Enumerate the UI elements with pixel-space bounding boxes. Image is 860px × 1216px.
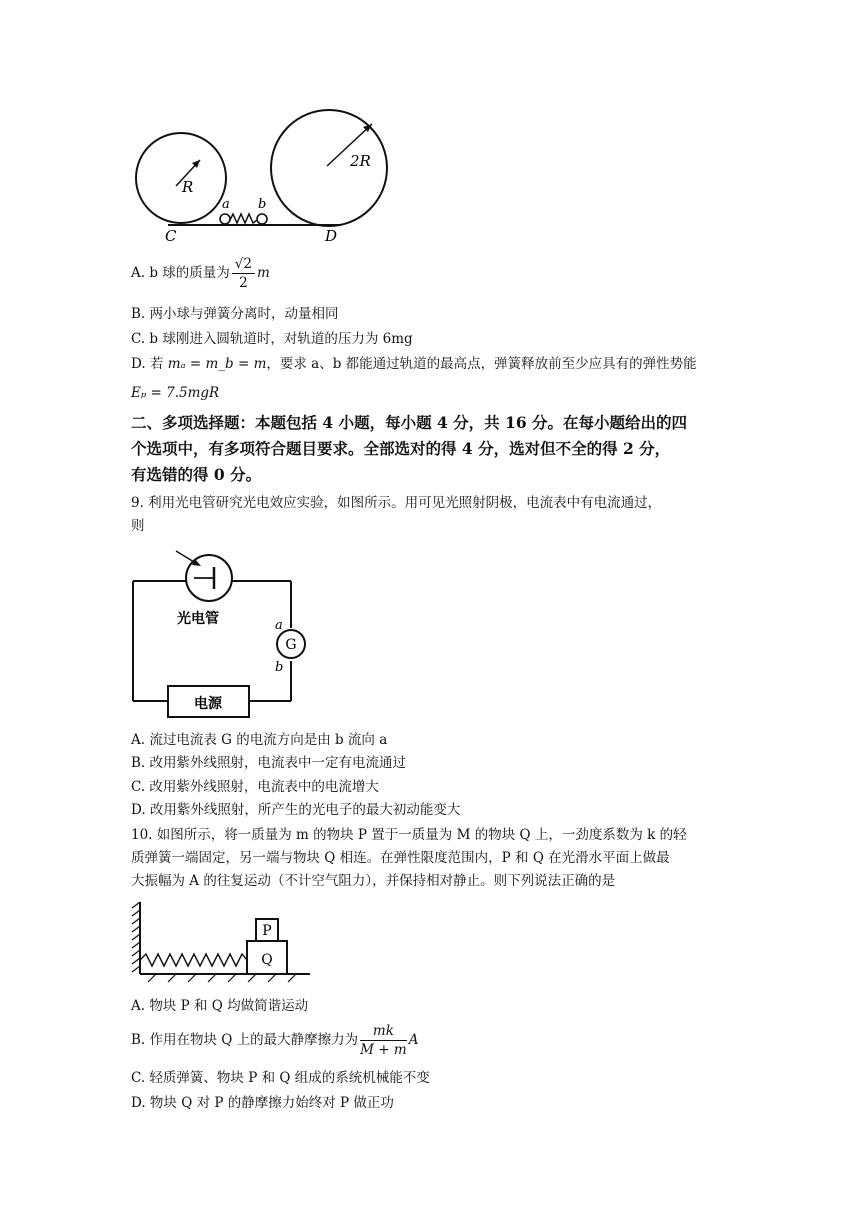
section-2-heading: 二、多项选择题：本题包括 4 小题，每小题 4 分，共 16 分。在每小题给出的四 个选项中，有多项符合题目要求。全部选对的得 4 分，选对但不全的得 2 分， 有选错的得 0 分。 [131,413,688,484]
q9-option-d: D. 改用紫外线照射，所产生的光电子的最大初动能变大 [131,802,461,818]
q8-option-b: B. 两小球与弹簧分离时，动量相同 [131,306,339,322]
q8-option-d-energy: Eₚ = 7.5mgR [131,385,220,401]
q10-option-b: B. 作用在物块 Q 上的最大静摩擦力为 $\frac{mk}{M + m}$ A [131,1023,419,1058]
q9-option-a: A. 流过电流表 G 的电流方向是由 b 流向 a [131,732,388,748]
ball-b [257,214,267,224]
q8-option-c: C. b 球刚进入圆轨道时，对轨道的压力为 6mg [131,331,413,347]
q8-option-d: D. 若 mₐ = m_b = m，要求 a、b 都能通过轨道的最高点，弹簧释放前至少应具有的弹性势能 [131,356,697,372]
label-R: R [182,178,194,196]
label-D: D [325,227,338,245]
q9-option-b: B. 改用紫外线照射，电流表中一定有电流通过 [131,755,407,771]
label-Q: Q [261,952,273,968]
q10-option-d: D. 物块 Q 对 P 的静摩擦力始终对 P 做正功 [131,1095,394,1111]
spring [140,954,247,966]
galvanometer-label: G [285,637,297,653]
q8-option-a: A. b 球的质量为 $\frac{√2}{2}$ m [131,256,270,291]
label-2R: 2R [350,152,371,170]
q10-stem: 10. 如图所示，将一质量为 m 的物块 P 置于一质量为 M 的物块 Q 上，一劲度系数为 k 的轻 质弹簧一端固定，另一端与物块 Q 相连。在弹性限度范围内，P 和 Q 在光滑水平面上做最 大振幅为 A 的往复运动（不计空气阻力），并保持相对静止。则下列说法正确的是 [131,827,687,889]
small-circle-track [136,133,226,223]
q10-option-a: A. 物块 P 和 Q 均做简谐运动 [131,998,309,1014]
q10-option-c: C. 轻质弹簧、物块 P 和 Q 组成的系统机械能不变 [131,1070,430,1086]
label-a: a [222,197,230,212]
fraction-sqrt2-over-2: $\frac{√2}{2}$ [232,255,255,292]
q9-option-c: C. 改用紫外线照射，电流表中的电流增大 [131,779,379,795]
fraction-mk-over-M-plus-m: $\frac{mk}{M + m}$ [360,1023,407,1058]
photocell-label: 光电管 [177,611,219,627]
label-b: b [275,660,284,675]
q9-stem: 9. 利用光电管研究光电效应实验，如图所示。用可见光照射阴极，电流表中有电流通过， 则 [131,495,662,534]
spring [230,214,257,223]
spring-block-figure [128,898,314,984]
power-source-label: 电源 [194,696,222,712]
photocell-circuit-figure [128,543,306,723]
label-a: a [275,618,283,633]
ball-a [220,214,230,224]
label-P: P [262,923,272,939]
tracks-figure [128,104,398,246]
label-C: C [165,227,177,245]
label-b: b [258,197,267,212]
